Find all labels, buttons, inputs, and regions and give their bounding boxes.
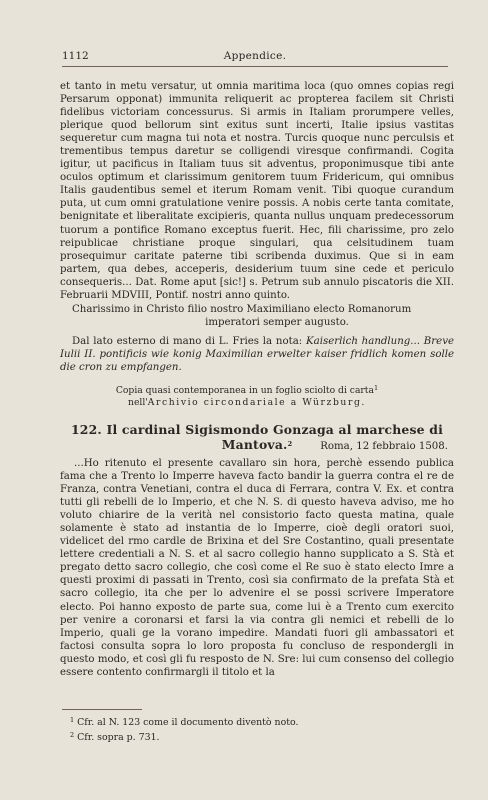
source-note [60, 382, 454, 409]
running-title: Appendice. [223, 50, 287, 62]
endorsement-note [60, 335, 454, 374]
page-number: 1112 [62, 50, 89, 62]
address-line-1: Charissimo in Christo filio nostro Maximiliano electo Romanorum [72, 303, 412, 315]
source-line-1: Copia quasi contemporanea in un foglio sciolto di carta [115, 385, 374, 397]
latin-body-paragraph: et tanto in metu versatur, ut omnia maritima loca (quo omnes copias regi Persarum opponat) immunita reliquerit ac propterea facilem sit Christi fidelibus victoriam concessurus. Si armis in Italiam prorumpere velles, plerique quod bellorum sint exitus sunt incerti, Italie ipsius vastitas sequeretur cum magna tui nota et nostra. Turcis quoque nunc perculsis et trementibus tempus daretur se colligendi viresque confirmandi. Cogita igitur, ut pacificus in Italiam tuus sit adventus, proponimusque tibi ante oculos optimum et clarissimum genitorem tuum Fridericum, qui omnibus Italis gaudentibus semel et iterum Romam venit. Tibi quoque curandum puta, ut cum omni gratulatione venire possis. A nobis certe tanta comitate, benignitate et liberalitate excipieris, quanta nullus unquam predecessorum tuorum a pontifice Romano exceptus fuerit. Hec, fili charissime, pro zelo reipublicae christiane proque singulari, qua celsitudinem tuam prosequimur caritate paterne tibi scribenda duximus. Que si in eam partem, qua debes, acceperis, desiderium tuum sine cede et periculo consequeris... Dat. Rome aput [sic!] s. Petrum sub annulo piscatoris die XII. Februarii MDVIII, Pontif. nostri anno quinto. [60, 81, 454, 301]
document-title-text: 122. Il cardinal Sigismondo Gonzaga al marchese di Mantova. [70, 422, 444, 452]
footnotes [70, 714, 298, 744]
footnote-rule [62, 709, 142, 710]
source-line-2-prefix: nell' [128, 397, 148, 409]
header-rule [62, 66, 448, 67]
footnote-1: $^1$ Cfr. al N. 123 come il documento diventò noto. [70, 716, 299, 728]
letter-body: ...Ho ritenuto el presente cavallaro sin hora, perchè essendo publica fama che a Trento lo Imperre haveva facto bandir la guerra contra el re de Franza, contra Venetiani, contra el duca di Ferrara, contra V. Ex. et contra tutti gli rebelli de lo Imperio, et che N. S. di questo haveva adviso, me ho voluto chiarire de la verità nel consistorio facto questa matina, quale solamente è stato ad instantia de lo Imperre, cioè degli oratori suoi, videlicet del rmo cardle de Brixina et del Sre Costantino, quali presentate lettere credentiali a N. S. et al sacro collegio hanno supplicato a S. Stà et pregato detto sacro collegio, che così come el Re suo è stato electo Imre a questi proximi di passati in Trento, così sia confirmato de la prefata Stà et sacro collegio, ita che per lo advenire el se possi scrivere Imperatore electo. Poi hanno exposto de parte sua, come lui è a Trento cum exercito per venire a coronarsi et farsi la via contra gli nemici et rebelli de lo Imperio, quali ge la vorano impedire. Mandati fuori gli ambassatori et factosi consulta sopra lo loro proposta fu concluso de respondergli in questo modo, et così gli fu resposto de N. Sre: lui cum consenso del collegio essere contento confirmargli il titolo et la [60, 458, 454, 678]
address-line-2: imperatori semper augusto. [205, 316, 349, 328]
address-block [60, 303, 454, 329]
previous-document [60, 80, 454, 409]
footnote-ref-1: 1 [373, 384, 379, 393]
footnote-ref-2: 2 [287, 440, 293, 448]
running-header [62, 50, 448, 64]
footnote-2: $^2$ Cfr. sopra p. 731. [70, 731, 160, 743]
dateline: Roma, 12 febbraio 1508. [320, 441, 448, 452]
note-intro: Dal lato esterno di mano di L. Fries la nota: [72, 335, 303, 347]
archive-name: Archivio circondariale a Würzburg. [147, 397, 366, 409]
note-quote: Kaiserlich handlung... Breve Iulii II. pontificis wie konig Maximilian erwelter kaiser fridlich komen solle die cron zu empfangen. [60, 335, 454, 373]
